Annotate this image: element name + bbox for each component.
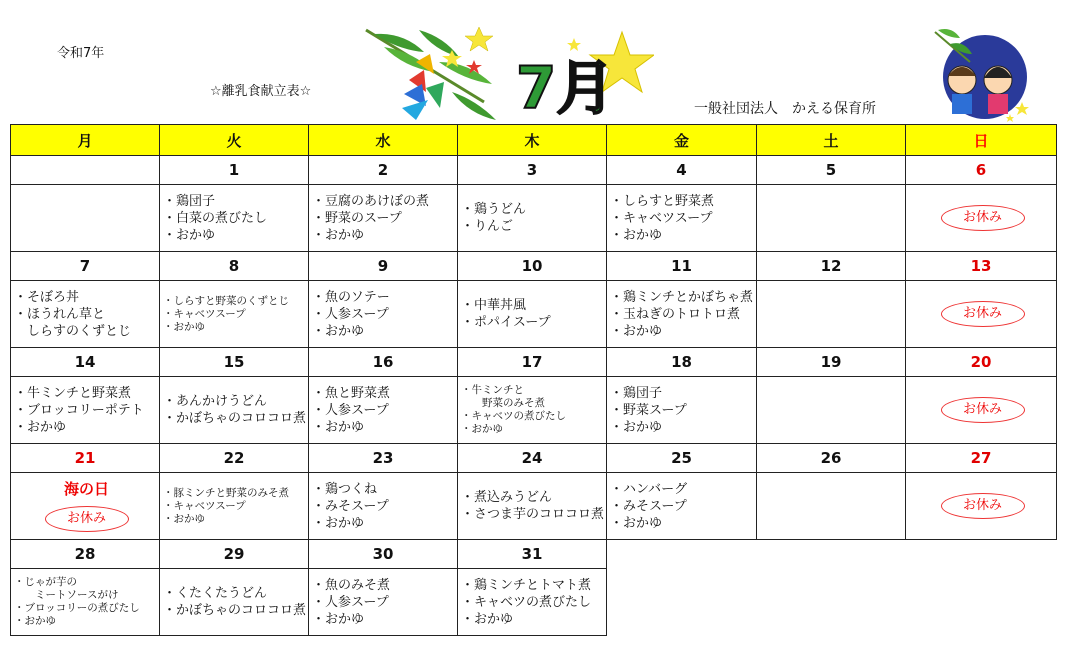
date-number: 22 — [160, 444, 309, 473]
date-number: 27 — [906, 444, 1057, 473]
menu-item: ・しらすと野菜煮 — [610, 193, 715, 209]
menu-row — [11, 185, 1057, 252]
menu-item: ・みそスープ — [610, 498, 687, 514]
menu-item: ・魚のみそ煮 — [312, 577, 391, 593]
menu-item: ・鶏つくね — [312, 481, 378, 497]
menu-title: ☆離乳食献立表☆ — [210, 84, 312, 99]
menu-cell — [458, 569, 607, 636]
menu-item: ・おかゆ — [163, 227, 216, 243]
menu-item: ・そぼろ丼 — [14, 289, 80, 305]
menu-item: ・鶏うどん — [461, 202, 527, 217]
menu-item: ・鶏ミンチとかぼちゃ煮 — [610, 289, 754, 305]
menu-cell — [160, 569, 309, 636]
menu-item: ・魚のソテー — [312, 289, 390, 305]
date-number: 6 — [906, 156, 1057, 185]
menu-item: ・おかゆ — [163, 320, 205, 333]
weekday-header-row — [11, 125, 1057, 156]
menu-cell — [906, 281, 1057, 348]
closed-day-badge: お休み — [941, 301, 1025, 327]
menu-cell — [309, 377, 458, 444]
date-number: 16 — [309, 348, 458, 377]
menu-cell — [160, 185, 309, 252]
menu-item: ・おかゆ — [312, 227, 365, 243]
menu-item: ・人参スープ — [312, 306, 389, 322]
menu-item: ・さつま芋のコロコロ煮 — [461, 507, 605, 522]
menu-item: ・豆腐のあけぼの煮 — [312, 193, 430, 209]
menu-item: ・おかゆ — [312, 323, 365, 339]
date-number: 26 — [757, 444, 906, 473]
menu-item: ・しらすと野菜のくずとじ — [163, 294, 289, 307]
menu-cell — [607, 473, 757, 540]
menu-item: ・おかゆ — [610, 323, 663, 339]
empty-cell — [757, 569, 906, 636]
date-number: 24 — [458, 444, 607, 473]
menu-row — [11, 281, 1057, 348]
holiday-name: 海の日 — [63, 479, 109, 498]
menu-cell — [458, 473, 607, 540]
date-number: 13 — [906, 252, 1057, 281]
menu-cell — [11, 569, 160, 636]
weekday-wed: 水 — [309, 125, 458, 156]
menu-item: ・おかゆ — [610, 419, 663, 435]
date-number: 1 — [160, 156, 309, 185]
date-number: 4 — [607, 156, 757, 185]
menu-item: 野菜のみそ煮 — [461, 397, 545, 409]
weekday-fri: 金 — [607, 125, 757, 156]
menu-item: ・人参スープ — [312, 594, 389, 610]
lunch-menu-calendar — [10, 124, 1057, 636]
date-number: 30 — [309, 540, 458, 569]
menu-item: ・おかゆ — [14, 615, 56, 627]
menu-item: ・みそスープ — [312, 498, 389, 514]
menu-item: ・あんかけうどん — [163, 394, 268, 409]
menu-cell — [458, 185, 607, 252]
date-number: 19 — [757, 348, 906, 377]
menu-item: しらすのくずとじ — [14, 323, 132, 339]
orihime-hikoboshi-icon — [930, 22, 1035, 122]
menu-cell — [757, 185, 906, 252]
menu-cell — [309, 281, 458, 348]
date-number: 23 — [309, 444, 458, 473]
menu-cell — [160, 473, 309, 540]
menu-item: ・ブロッコリーポテト — [14, 402, 144, 418]
menu-cell — [160, 377, 309, 444]
menu-item: ・おかゆ — [312, 611, 365, 627]
menu-item: ・人参スープ — [312, 402, 389, 418]
weekday-sat: 土 — [757, 125, 906, 156]
date-number: 10 — [458, 252, 607, 281]
menu-item: ・ポパイスープ — [461, 315, 551, 330]
menu-item: ・野菜のスープ — [312, 210, 402, 226]
menu-cell — [11, 281, 160, 348]
menu-cell — [458, 281, 607, 348]
menu-cell — [757, 473, 906, 540]
tanabata-month-illustration — [364, 22, 654, 122]
date-number: 14 — [11, 348, 160, 377]
menu-item: ・魚と野菜煮 — [312, 385, 391, 401]
menu-item: ・キャベツの煮びたし — [461, 594, 592, 610]
menu-row — [11, 569, 1057, 636]
empty-cell — [607, 569, 757, 636]
month-title: 7月 — [516, 54, 615, 122]
date-number: 28 — [11, 540, 160, 569]
date-number: 2 — [309, 156, 458, 185]
date-number: 11 — [607, 252, 757, 281]
date-number: 31 — [458, 540, 607, 569]
menu-item: ・じゃが芋の — [14, 576, 77, 588]
menu-cell — [906, 185, 1057, 252]
empty-cell — [607, 540, 757, 569]
weekday-tue: 火 — [160, 125, 309, 156]
menu-item: ・煮込みうどん — [461, 490, 553, 505]
date-number: 8 — [160, 252, 309, 281]
closed-day-badge: お休み — [941, 205, 1025, 231]
menu-item: ・くたくたうどん — [163, 586, 268, 601]
empty-cell — [906, 569, 1057, 636]
date-number-row — [11, 444, 1057, 473]
date-number: 3 — [458, 156, 607, 185]
weekday-sun: 日 — [906, 125, 1057, 156]
menu-item: ・おかゆ — [312, 515, 365, 531]
menu-item: ・おかゆ — [461, 423, 503, 435]
menu-item: ・おかゆ — [610, 515, 663, 531]
menu-cell — [11, 377, 160, 444]
menu-row — [11, 473, 1057, 540]
closed-day-badge: お休み — [941, 493, 1025, 519]
menu-cell — [906, 377, 1057, 444]
date-number-row — [11, 348, 1057, 377]
date-number: 12 — [757, 252, 906, 281]
empty-cell — [757, 540, 906, 569]
menu-cell — [458, 377, 607, 444]
closed-day-badge: お休み — [45, 506, 129, 532]
menu-item: ・牛ミンチと — [461, 384, 524, 396]
menu-item: ・りんご — [461, 219, 514, 234]
empty-cell — [906, 540, 1057, 569]
menu-cell — [607, 185, 757, 252]
menu-cell — [757, 377, 906, 444]
menu-cell — [607, 281, 757, 348]
menu-item: ・玉ねぎのトロトロ煮 — [610, 306, 741, 322]
menu-item: ・キャベツスープ — [610, 210, 713, 226]
menu-item: ・おかゆ — [14, 419, 67, 435]
menu-item: ・豚ミンチと野菜のみそ煮 — [163, 486, 289, 499]
date-number: 25 — [607, 444, 757, 473]
menu-item: ・おかゆ — [312, 419, 365, 435]
menu-item: ・キャベツスープ — [163, 499, 246, 512]
menu-cell — [607, 377, 757, 444]
small-star-icon — [567, 38, 581, 51]
menu-item: ・ブロッコリーの煮びたし — [14, 602, 140, 614]
date-number: 29 — [160, 540, 309, 569]
date-number: 21 — [11, 444, 160, 473]
organization-name: 一般社団法人 かえる保育所 — [694, 101, 876, 117]
menu-cell — [160, 281, 309, 348]
date-number-row — [11, 156, 1057, 185]
date-number: 9 — [309, 252, 458, 281]
menu-item: ミートソースがけ — [14, 589, 119, 601]
menu-cell — [11, 185, 160, 252]
date-number-row — [11, 540, 1057, 569]
menu-item: ・おかゆ — [610, 227, 663, 243]
menu-item: ・鶏団子 — [163, 193, 216, 209]
menu-item: ・キャベツの煮びたし — [461, 410, 566, 422]
menu-cell — [757, 281, 906, 348]
menu-cell — [309, 473, 458, 540]
menu-item: ・鶏団子 — [610, 385, 663, 401]
menu-item: ・野菜スープ — [610, 402, 687, 418]
closed-day-badge: お休み — [941, 397, 1025, 423]
menu-item: ・鶏ミンチとトマト煮 — [461, 577, 592, 593]
date-number: 17 — [458, 348, 607, 377]
menu-cell — [309, 569, 458, 636]
date-number — [11, 156, 160, 185]
date-number: 18 — [607, 348, 757, 377]
menu-item: ・おかゆ — [461, 611, 514, 627]
menu-item: ・白菜の煮びたし — [163, 210, 268, 226]
menu-cell — [309, 185, 458, 252]
era-label: 令和7年 — [57, 46, 105, 61]
weekday-mon: 月 — [11, 125, 160, 156]
small-star-icon — [465, 27, 493, 51]
date-number: 20 — [906, 348, 1057, 377]
menu-row — [11, 377, 1057, 444]
menu-item: ・中華丼風 — [461, 298, 527, 313]
menu-item: ・キャベツスープ — [163, 307, 246, 320]
menu-item: ・ハンバーグ — [610, 481, 688, 497]
date-number: 7 — [11, 252, 160, 281]
weekday-thu: 木 — [458, 125, 607, 156]
date-number: 15 — [160, 348, 309, 377]
date-number: 5 — [757, 156, 906, 185]
menu-item: ・ほうれん草と — [14, 306, 106, 322]
menu-item: ・おかゆ — [163, 512, 205, 525]
menu-item: ・かぼちゃのコロコロ煮 — [163, 411, 307, 426]
date-number-row — [11, 252, 1057, 281]
menu-cell — [906, 473, 1057, 540]
menu-cell — [11, 473, 160, 540]
menu-item: ・牛ミンチと野菜煮 — [14, 385, 132, 401]
menu-item: ・かぼちゃのコロコロ煮 — [163, 603, 307, 618]
